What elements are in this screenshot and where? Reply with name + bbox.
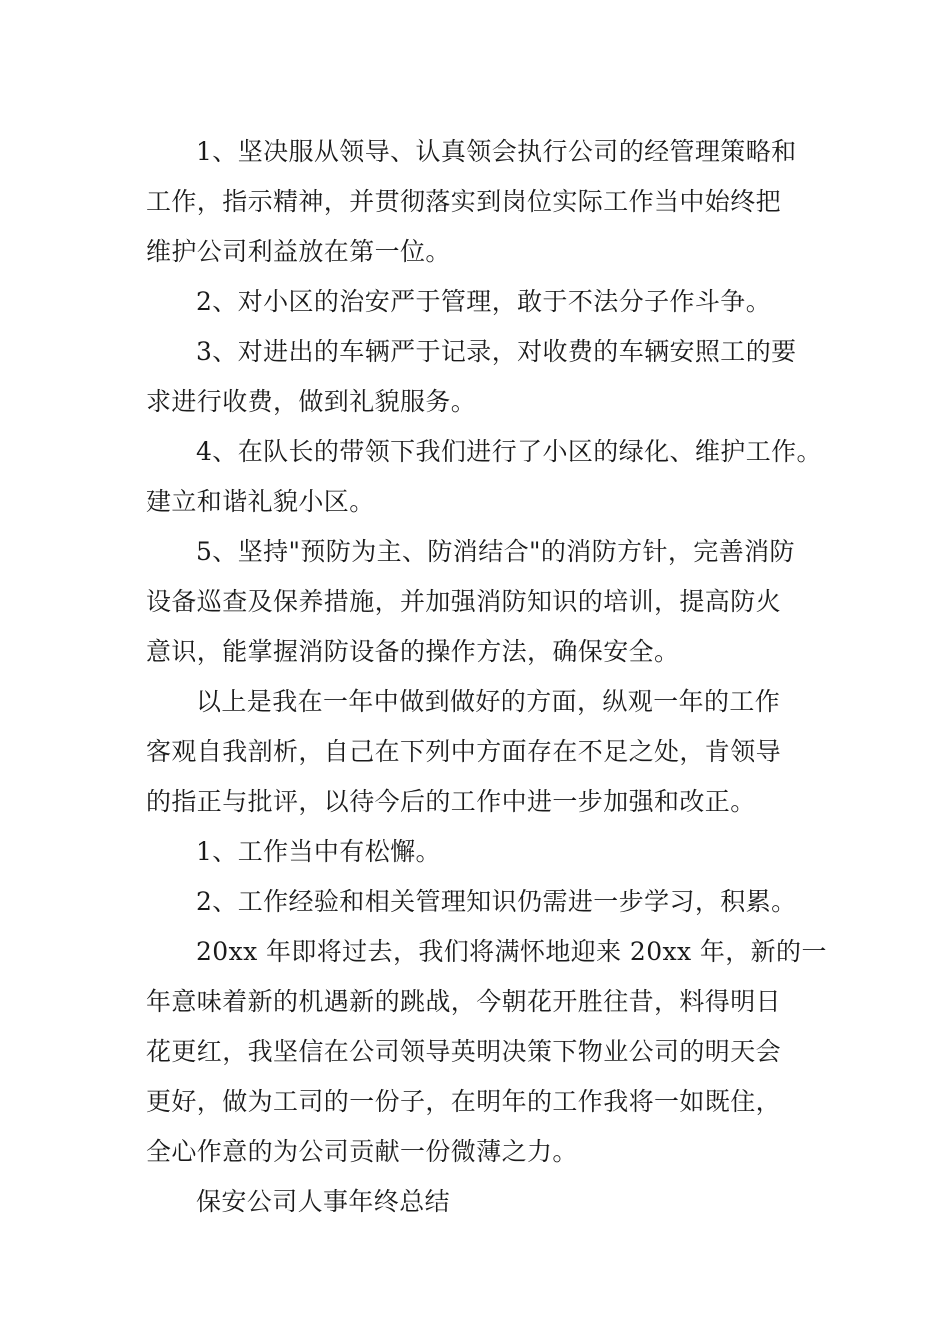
paragraph-6-line-2: 客观自我剖析，自己在下列中方面存在不足之处，肯领导 (146, 737, 782, 766)
paragraph-8-line-1: 2、工作经验和相关管理知识仍需进一步学习，积累。 (196, 887, 797, 916)
paragraph-9-line-5: 全心作意的为公司贡献一份微薄之力。 (146, 1137, 578, 1166)
paragraph-4-line-2: 建立和谐礼貌小区。 (146, 487, 375, 516)
paragraph-1-line-3: 维护公司利益放在第一位。 (146, 237, 451, 266)
paragraph-9-line-4: 更好，做为工司的一份子，在明年的工作我将一如既住， (146, 1087, 782, 1116)
paragraph-5-line-1: 5、坚持"预防为主、防消结合"的消防方针，完善消防 (196, 537, 795, 566)
section-heading: 保安公司人事年终总结 (196, 1187, 451, 1216)
paragraph-7-line-1: 1、工作当中有松懈。 (196, 837, 441, 866)
paragraph-3-line-1: 3、对进出的车辆严于记录，对收费的车辆安照工的要 (196, 337, 797, 366)
paragraph-9-line-3: 花更红，我坚信在公司领导英明决策下物业公司的明天会 (146, 1037, 782, 1066)
paragraph-6-line-1: 以上是我在一年中做到做好的方面，纵观一年的工作 (196, 687, 781, 716)
paragraph-9-line-1: 20xx 年即将过去，我们将满怀地迎来 20xx 年，新的一 (196, 937, 827, 966)
paragraph-3-line-2: 求进行收费，做到礼貌服务。 (146, 387, 477, 416)
paragraph-6-line-3: 的指正与批评，以待今后的工作中进一步加强和改正。 (146, 787, 756, 816)
paragraph-2-line-1: 2、对小区的治安严于管理，敢于不法分子作斗争。 (196, 287, 772, 316)
paragraph-5-line-3: 意识，能掌握消防设备的操作方法，确保安全。 (146, 637, 680, 666)
paragraph-1-line-2: 工作，指示精神，并贯彻落实到岗位实际工作当中始终把 (146, 187, 782, 216)
paragraph-1-line-1: 1、坚决服从领导、认真领会执行公司的经管理策略和 (196, 137, 797, 166)
paragraph-4-line-1: 4、在队长的带领下我们进行了小区的绿化、维护工作。 (196, 437, 822, 466)
paragraph-5-line-2: 设备巡查及保养措施，并加强消防知识的培训，提高防火 (146, 587, 782, 616)
paragraph-9-line-2: 年意味着新的机遇新的跳战，今朝花开胜往昔，料得明日 (146, 987, 782, 1016)
